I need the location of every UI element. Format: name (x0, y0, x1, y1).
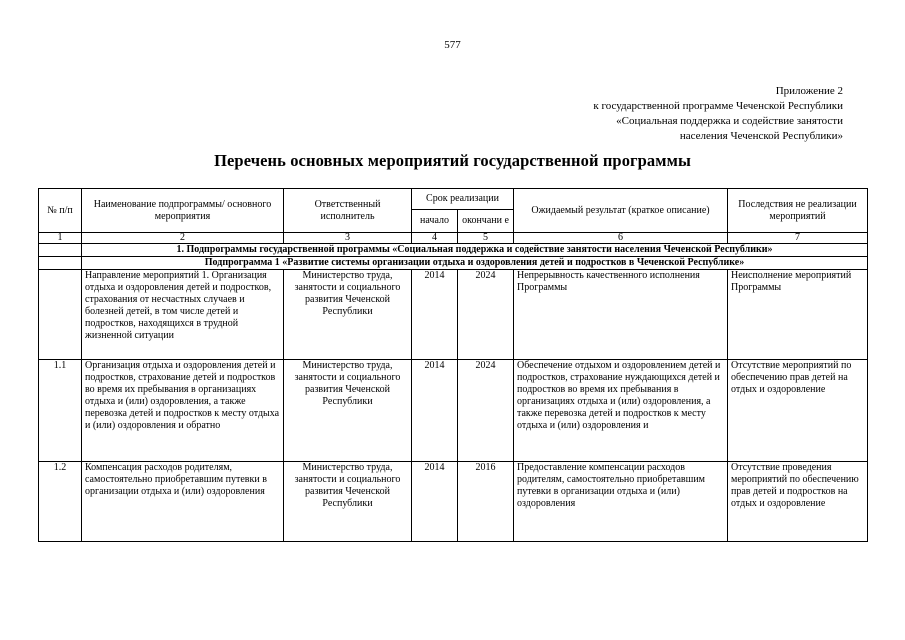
row-result: Обеспечение отдыхом и оздоровлением детей и подростков, страхование нуждающихся детей и подростков во время их пребывания в организациях отдыха и (или) оздоровления, а также перевозка детей и подростков к месту отдыха и (или) оздоровления и (514, 360, 728, 462)
row-executor: Министерство труда, занятости и социального развития Чеченской Республики (284, 270, 412, 360)
header-executor: Ответственный исполнитель (284, 189, 412, 233)
row-num (39, 270, 82, 360)
row-name: Компенсация расходов родителям, самостоятельно приобретавшим путевки в организации отдыха и (или) оздоровления (82, 462, 284, 542)
header-result: Ожидаемый результат (краткое описание) (514, 189, 728, 233)
column-number-row (39, 233, 868, 244)
table-row (39, 360, 868, 462)
header-consequences: Последствия не реализации мероприятий (728, 189, 868, 233)
header-num: № п/п (39, 189, 82, 233)
header-end-text: окончани е (462, 215, 509, 226)
section-row (39, 244, 868, 257)
header-term: Срок реализации (412, 189, 514, 210)
appendix-note (423, 84, 843, 144)
column-number: 5 (458, 233, 514, 244)
table-row (39, 270, 868, 360)
column-number: 1 (39, 233, 82, 244)
subprogram-num-cell (39, 257, 82, 270)
appendix-line: «Социальная поддержка и содействие занятости (616, 115, 843, 127)
row-consequences: Отсутствие мероприятий по обеспечению прав детей на отдых и оздоровление (728, 360, 868, 462)
row-num: 1.2 (39, 462, 82, 542)
header-name: Наименование подпрограммы/ основного мероприятия (82, 189, 284, 233)
column-number: 2 (82, 233, 284, 244)
row-end: 2024 (458, 360, 514, 462)
section-num-cell (39, 244, 82, 257)
table-header-row (39, 189, 868, 210)
page-number: 577 (444, 39, 461, 51)
appendix-line: населения Чеченской Республики» (679, 130, 843, 142)
row-result: Предоставление компенсации расходов родителям, самостоятельно приобретавшим путевки в организации отдыха и (или) оздоровления (514, 462, 728, 542)
row-start: 2014 (412, 462, 458, 542)
header-end (458, 210, 514, 233)
header-start: начало (412, 210, 458, 233)
document-title: Перечень основных мероприятий государственной программы (214, 151, 691, 170)
row-consequences: Неисполнение мероприятий Программы (728, 270, 868, 360)
row-name: Организация отдыха и оздоровления детей и подростков, страхование детей и подростков во время их пребывания в организациях отдыха и (или) оздоровления, а также перевозка детей и подростков к месту отдыха и (или) оздоровления и обратно (82, 360, 284, 462)
row-consequences: Отсутствие проведения мероприятий по обеспечению прав детей и подростков на отдых и оздоровление (728, 462, 868, 542)
subprogram-row (39, 257, 868, 270)
row-result: Непрерывность качественного исполнения Программы (514, 270, 728, 360)
row-executor: Министерство труда, занятости и социального развития Чеченской Республики (284, 462, 412, 542)
column-number: 6 (514, 233, 728, 244)
subprogram-title: Подпрограмма 1 «Развитие системы организации отдыха и оздоровления детей и подростков в Чеченской Республике» (82, 257, 868, 270)
appendix-line: Приложение 2 (775, 85, 843, 97)
table-row (39, 462, 868, 542)
row-end: 2016 (458, 462, 514, 542)
row-executor: Министерство труда, занятости и социального развития Чеченской Республики (284, 360, 412, 462)
section-title: 1. Подпрограммы государственной программы «Социальная поддержка и содействие занятости населения Чеченской Республики» (82, 244, 868, 257)
column-number: 3 (284, 233, 412, 244)
row-end: 2024 (458, 270, 514, 360)
row-start: 2014 (412, 270, 458, 360)
row-name: Направление мероприятий 1. Организация отдыха и оздоровления детей и подростков, страхования от несчастных случаев и болезней детей, в том числе детей и подростков, находящихся в трудной жизненной ситуации (82, 270, 284, 360)
row-num: 1.1 (39, 360, 82, 462)
row-start: 2014 (412, 360, 458, 462)
appendix-line: к государственной программе Чеченской Республики (593, 100, 843, 112)
column-number: 7 (728, 233, 868, 244)
activities-table (38, 188, 868, 542)
column-number: 4 (412, 233, 458, 244)
